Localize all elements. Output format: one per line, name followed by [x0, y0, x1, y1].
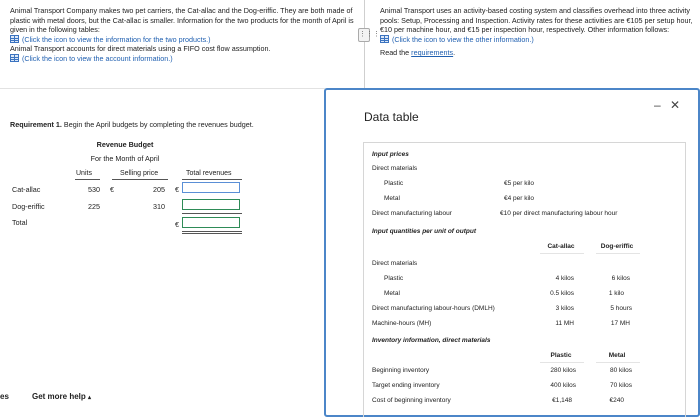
dog-eriffic-total-input[interactable]	[182, 199, 240, 210]
row-label-cat-allac: Cat-allac	[12, 185, 41, 194]
intro-paragraph: Animal Transport Company makes two pet carriers, the Cat-allac and the Dog-eriffic. They are both made of plastic with metal doors, but the Cat-allac is smaller. Information for the two products for the month of April is given in the following tables:	[10, 6, 354, 34]
minimize-icon[interactable]: –	[654, 98, 661, 112]
qty-row-value: 11 MH	[555, 320, 574, 327]
plastic-price: €5 per kilo	[504, 180, 534, 187]
requirement-text: Begin the April budgets by completing the revenues budget.	[61, 120, 254, 129]
table-icon[interactable]	[380, 35, 389, 43]
qty-row-value: 6 kilos	[611, 275, 630, 282]
qty-row-label: Direct manufacturing labour-hours (DMLH)	[372, 305, 495, 312]
inv-row-value: €1,148	[552, 397, 572, 404]
pane-resize-handle[interactable]: ⋮⋮⋮	[358, 28, 370, 42]
total-revenues-input[interactable]	[182, 217, 240, 228]
inv-col-plastic: Plastic	[550, 352, 572, 359]
units-underline	[75, 179, 100, 180]
inventory-heading: Inventory information, direct materials	[372, 337, 491, 344]
inv-row-value: 80 kilos	[609, 367, 632, 374]
budget-subtitle: For the Month of April	[90, 154, 160, 163]
inv-row-value: €240	[609, 397, 624, 404]
requirement-label: Requirement 1.	[10, 120, 62, 129]
quantities-heading: Input quantities per unit of output	[372, 228, 476, 235]
qty-row-value: 5 hours	[610, 305, 632, 312]
caret-up-icon: ▴	[88, 395, 92, 401]
other-info-link-text[interactable]: (Click the icon to view the other information.)	[392, 34, 534, 44]
qty-row-value: 0.5 kilos	[550, 290, 574, 297]
qty-row-value: 17 MH	[610, 320, 630, 327]
total-currency: €	[175, 220, 179, 229]
qty-row-label: Metal	[384, 290, 400, 297]
cat-allac-total-input[interactable]	[182, 182, 240, 193]
cat-allac-price: 205	[153, 185, 165, 194]
plastic-label: Plastic	[384, 180, 404, 187]
inv-row-label: Target ending inventory	[372, 382, 440, 389]
total-double-underline-2	[182, 233, 242, 234]
qty-row-value: 3 kilos	[555, 305, 574, 312]
fifo-note: Animal Transport accounts for direct materials using a FIFO cost flow assumption.	[10, 44, 271, 53]
table-icon[interactable]	[10, 35, 19, 43]
product-info-link-text[interactable]: (Click the icon to view the information for the two products.)	[22, 34, 211, 44]
problem-intro-right	[380, 6, 695, 58]
dog-eriffic-price: 310	[153, 202, 165, 211]
other-info-link[interactable]	[380, 35, 695, 45]
section-separator	[0, 88, 325, 89]
abc-paragraph: Animal Transport uses an activity-based costing system and classifies overhead into three activity pools: Setup, Processing and Inspection. Activity rates for these activities are €105 per setup hour, €10 per machine hour, and €15 per inspection hour, respectively. Other information follows:	[380, 6, 693, 34]
total-header: Total revenues	[186, 170, 232, 177]
qty-row-label: Machine-hours (MH)	[372, 320, 432, 327]
read-suffix: .	[453, 48, 456, 57]
account-info-link[interactable]	[10, 54, 355, 64]
dog-eriffic-units: 225	[88, 202, 100, 211]
price-header: Selling price	[120, 170, 159, 177]
close-icon[interactable]: ✕	[670, 98, 681, 112]
metal-label: Metal	[384, 195, 400, 202]
get-more-help-label[interactable]: Get more help	[32, 392, 86, 401]
qty-col-dog-eriffic: Dog-eriffic	[600, 243, 634, 250]
read-prefix: Read the	[380, 48, 412, 57]
qty-row-value: 4 kilos	[555, 275, 574, 282]
inv-col-metal: Metal	[608, 352, 626, 359]
cat-allac-total-currency: €	[175, 185, 179, 194]
inv-col2-rule	[596, 362, 640, 363]
bottom-fragment: es	[0, 392, 9, 401]
inv-row-value: 280 kilos	[550, 367, 576, 374]
account-info-link-text[interactable]: (Click the icon to view the account information.)	[22, 53, 173, 63]
total-underline	[182, 179, 242, 180]
product-info-link[interactable]	[10, 35, 355, 45]
qty-row-label: Plastic	[384, 275, 404, 282]
modal-title: Data table	[364, 110, 419, 124]
cat-allac-price-currency: €	[110, 185, 114, 194]
row-label-total: Total	[12, 218, 28, 227]
requirements-link[interactable]: requirements	[411, 48, 454, 57]
metal-price: €4 per kilo	[504, 195, 534, 202]
requirement-title	[10, 120, 254, 129]
units-header: Units	[76, 170, 92, 177]
table-icon[interactable]	[10, 54, 19, 62]
inv-row-label: Beginning inventory	[372, 367, 430, 374]
qty-col1-rule	[540, 253, 584, 254]
qty-col-cat-allac: Cat-allac	[547, 243, 575, 250]
inv-row-value: 400 kilos	[550, 382, 576, 389]
qty-row-value: 1 kilo	[608, 290, 624, 297]
qty-col2-rule	[596, 253, 640, 254]
dog-eriffic-underline	[182, 213, 242, 214]
inv-col1-rule	[540, 362, 584, 363]
data-table-panel	[363, 142, 686, 417]
inv-row-value: 70 kilos	[609, 382, 632, 389]
budget-title: Revenue Budget	[96, 140, 154, 149]
qty-direct-materials: Direct materials	[372, 260, 418, 267]
inv-row-label: Cost of beginning inventory	[372, 397, 451, 404]
price-underline	[112, 179, 168, 180]
cat-allac-units: 530	[88, 185, 100, 194]
data-table-modal	[324, 88, 700, 417]
total-double-underline-1	[182, 231, 242, 232]
direct-materials-label: Direct materials	[372, 165, 418, 172]
row-label-dog-eriffic: Dog-eriffic	[12, 202, 45, 211]
read-requirements	[380, 48, 695, 58]
pane-divider	[364, 0, 365, 90]
input-prices-heading: Input prices	[372, 151, 409, 158]
problem-intro-left	[10, 6, 355, 63]
labour-label: Direct manufacturing labour	[372, 210, 452, 217]
labour-price: €10 per direct manufacturing labour hour	[500, 210, 618, 217]
get-more-help-button[interactable]	[32, 392, 91, 401]
